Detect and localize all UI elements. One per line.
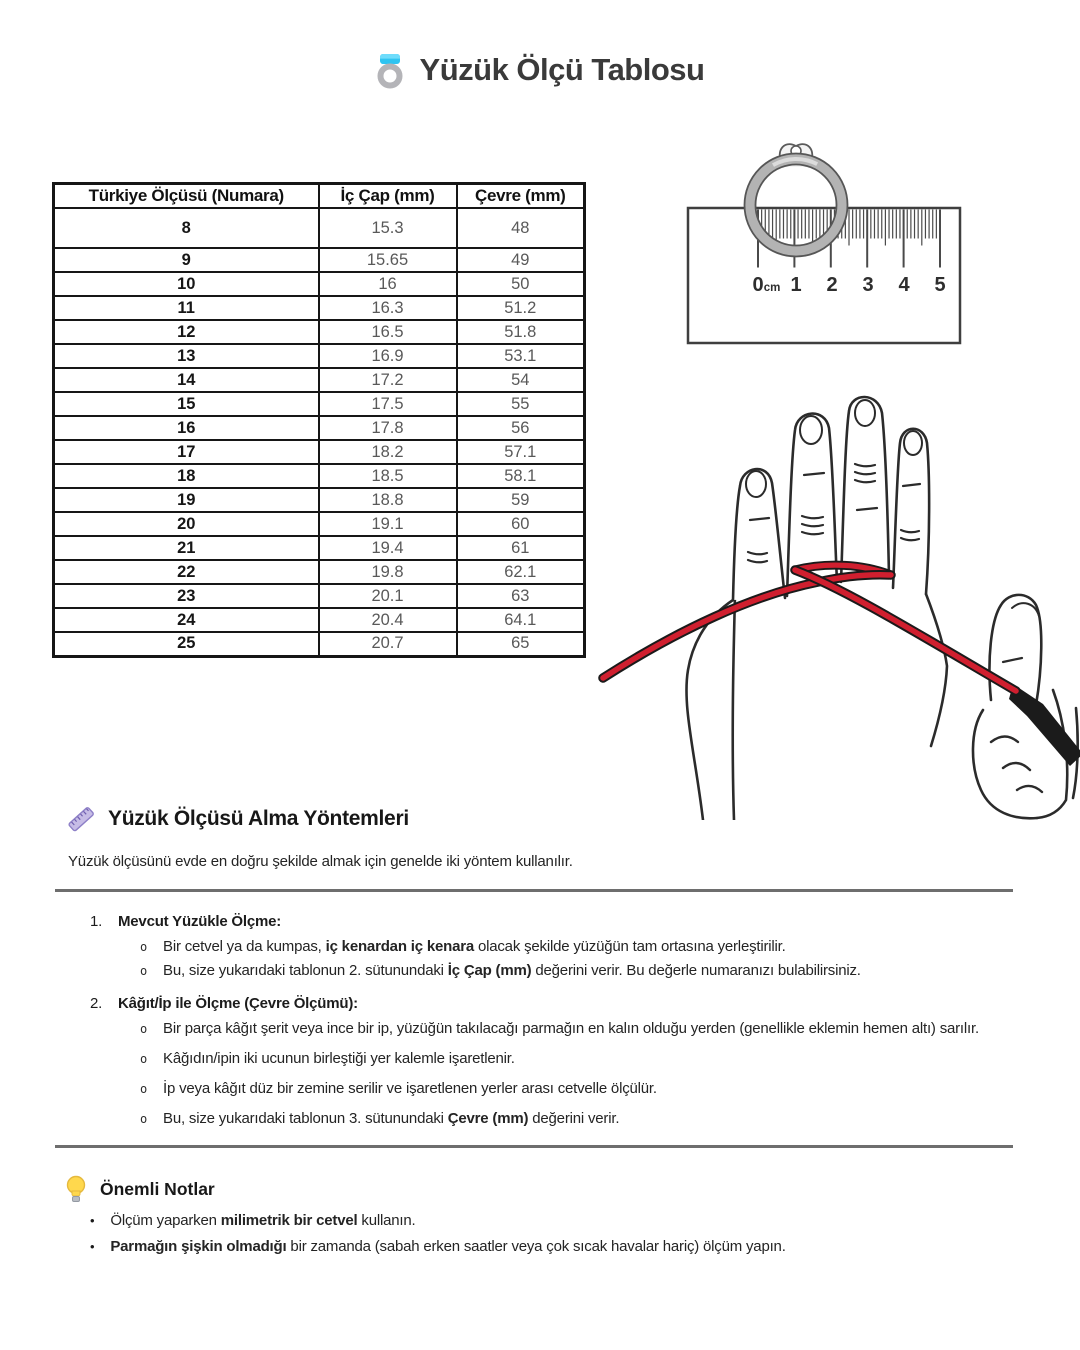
list-item [90, 1110, 1020, 1127]
table-cell: 50 [457, 272, 585, 296]
table-cell: 59 [457, 488, 585, 512]
table-cell: 63 [457, 584, 585, 608]
table-cell: 61 [457, 536, 585, 560]
note-item [90, 1238, 1020, 1255]
table-cell: 19.4 [319, 536, 457, 560]
table-row [54, 584, 585, 608]
notes-list [90, 1212, 1020, 1264]
hand-string-figure [583, 368, 1080, 820]
list-item-text: Bu, size yukarıdaki tablonun 3. sütunundaki Çevre (mm) değerini verir. [163, 1110, 620, 1127]
svg-text:3: 3 [862, 274, 874, 296]
table-cell: 14 [54, 368, 319, 392]
bullet-marker: o [140, 1022, 148, 1036]
bullet-marker: o [140, 1082, 148, 1096]
table-cell: 19 [54, 488, 319, 512]
table-row [54, 368, 585, 392]
list-item-text: Bir parça kâğıt şerit veya ince bir ip, yüzüğün takılacağı parmağın en kalın olduğu yerden (genellikle eklemin hemen altı) sarılır. [163, 1020, 979, 1037]
list-item [90, 938, 1020, 955]
list-item [90, 1080, 1020, 1097]
bullet-marker: • [90, 1239, 95, 1254]
table-cell: 20 [54, 512, 319, 536]
table-cell: 8 [54, 208, 319, 248]
col-header-size: Türkiye Ölçüsü (Numara) [54, 184, 319, 209]
page-title-row [0, 42, 1080, 98]
bullet-marker: o [140, 1112, 148, 1126]
table-row [54, 208, 585, 248]
table-cell: 10 [54, 272, 319, 296]
table-cell: 55 [457, 392, 585, 416]
table-cell: 16 [54, 416, 319, 440]
note-item [90, 1212, 1020, 1229]
list-item [90, 962, 1020, 979]
table-cell: 17 [54, 440, 319, 464]
table-cell: 9 [54, 248, 319, 272]
table-cell: 17.8 [319, 416, 457, 440]
svg-text:cm: cm [763, 282, 781, 294]
size-table-wrap [52, 182, 586, 658]
table-cell: 18.8 [319, 488, 457, 512]
table-row [54, 488, 585, 512]
table-cell: 13 [54, 344, 319, 368]
table-cell: 15.65 [319, 248, 457, 272]
table-row [54, 344, 585, 368]
table-cell: 23 [54, 584, 319, 608]
list-item [90, 1050, 1020, 1067]
svg-text:1: 1 [790, 274, 802, 296]
list-item-text: Bu, size yukarıdaki tablonun 2. sütunundaki İç Çap (mm) değerini verir. Bu değerle numaranızı bulabilirsiniz. [163, 962, 861, 979]
table-cell: 18 [54, 464, 319, 488]
table-row [54, 560, 585, 584]
table-cell: 17.2 [319, 368, 457, 392]
note-item-text: Ölçüm yaparken milimetrik bir cetvel kullanın. [110, 1212, 416, 1229]
table-row [54, 392, 585, 416]
table-cell: 25 [54, 632, 319, 656]
table-cell: 48 [457, 208, 585, 248]
table-row [54, 416, 585, 440]
table-row [54, 320, 585, 344]
bullet-marker: • [90, 1213, 95, 1228]
col-header-circumference: Çevre (mm) [457, 184, 585, 209]
table-cell: 64.1 [457, 608, 585, 632]
item-number: 2. [90, 995, 103, 1012]
table-cell: 16.9 [319, 344, 457, 368]
table-cell: 24 [54, 608, 319, 632]
table-row [54, 464, 585, 488]
table-cell: 16.5 [319, 320, 457, 344]
table-row [54, 440, 585, 464]
table-cell: 17.5 [319, 392, 457, 416]
table-row [54, 536, 585, 560]
item-title: Kâğıt/İp ile Ölçme (Çevre Ölçümü): [118, 995, 358, 1012]
table-cell: 11 [54, 296, 319, 320]
table-cell: 18.5 [319, 464, 457, 488]
methods-heading-text: Yüzük Ölçüsü Alma Yöntemleri [108, 807, 409, 830]
list-item-text: Kâğıdın/ipin iki ucunun birleştiği yer kalemle işaretlenir. [163, 1050, 515, 1067]
divider-line [55, 889, 1013, 892]
notes-section-heading [64, 1174, 215, 1204]
item-number: 1. [90, 913, 103, 930]
table-cell: 58.1 [457, 464, 585, 488]
ring-icon [376, 51, 404, 89]
list-item-text: İp veya kâğıt düz bir zemine serilir ve işaretlenen yerler arası cetvelle ölçülür. [163, 1080, 657, 1097]
table-cell: 16 [319, 272, 457, 296]
table-cell: 51.2 [457, 296, 585, 320]
svg-text:4: 4 [898, 274, 910, 296]
table-cell: 21 [54, 536, 319, 560]
table-cell: 16.3 [319, 296, 457, 320]
table-cell: 57.1 [457, 440, 585, 464]
table-cell: 60 [457, 512, 585, 536]
marker-pen [1009, 684, 1080, 766]
notes-heading-text: Önemli Notlar [100, 1178, 215, 1199]
red-string [603, 565, 1016, 691]
table-cell: 49 [457, 248, 585, 272]
table-cell: 12 [54, 320, 319, 344]
item-title: Mevcut Yüzükle Ölçme: [118, 913, 282, 930]
bullet-marker: o [140, 1052, 148, 1066]
table-row [54, 512, 585, 536]
methods-intro: Yüzük ölçüsünü evde en doğru şekilde almak için genelde iki yöntem kullanılır. [68, 853, 573, 870]
list-item [90, 1020, 1020, 1037]
table-cell: 18.2 [319, 440, 457, 464]
methods-list [90, 913, 1020, 1143]
svg-text:5: 5 [934, 274, 946, 296]
table-row [54, 272, 585, 296]
table-cell: 20.7 [319, 632, 457, 656]
table-cell: 56 [457, 416, 585, 440]
table-cell: 19.8 [319, 560, 457, 584]
table-row [54, 296, 585, 320]
note-item-text: Parmağın şişkin olmadığı bir zamanda (sabah erken saatler veya çok sıcak havalar hariç) ölçüm yapın. [110, 1238, 786, 1255]
table-cell: 65 [457, 632, 585, 656]
method-item [90, 913, 1020, 979]
bullet-marker: o [140, 940, 148, 954]
page-title: Yüzük Ölçü Tablosu [419, 52, 705, 87]
col-header-diameter: İç Çap (mm) [319, 184, 457, 209]
table-row [54, 608, 585, 632]
table-row [54, 248, 585, 272]
table-cell: 53.1 [457, 344, 585, 368]
table-cell: 20.4 [319, 608, 457, 632]
table-cell: 15 [54, 392, 319, 416]
table-cell: 22 [54, 560, 319, 584]
table-cell: 51.8 [457, 320, 585, 344]
table-header-row [54, 184, 585, 209]
svg-text:0: 0 [752, 274, 764, 296]
table-cell: 20.1 [319, 584, 457, 608]
divider-line [55, 1145, 1013, 1148]
table-cell: 15.3 [319, 208, 457, 248]
table-cell: 54 [457, 368, 585, 392]
svg-text:2: 2 [826, 274, 838, 296]
ring-on-ruler-figure [658, 131, 970, 361]
bullet-marker: o [140, 964, 148, 978]
lightbulb-icon [64, 1174, 88, 1204]
method-item [90, 995, 1020, 1127]
table-row [54, 632, 585, 656]
ring-size-table [52, 182, 586, 658]
table-cell: 62.1 [457, 560, 585, 584]
list-item-text: Bir cetvel ya da kumpas, iç kenardan iç kenara olacak şekilde yüzüğün tam ortasına yerleştirilir. [163, 938, 786, 955]
table-cell: 19.1 [319, 512, 457, 536]
methods-section-heading [66, 804, 409, 834]
ruler-icon [66, 804, 96, 834]
